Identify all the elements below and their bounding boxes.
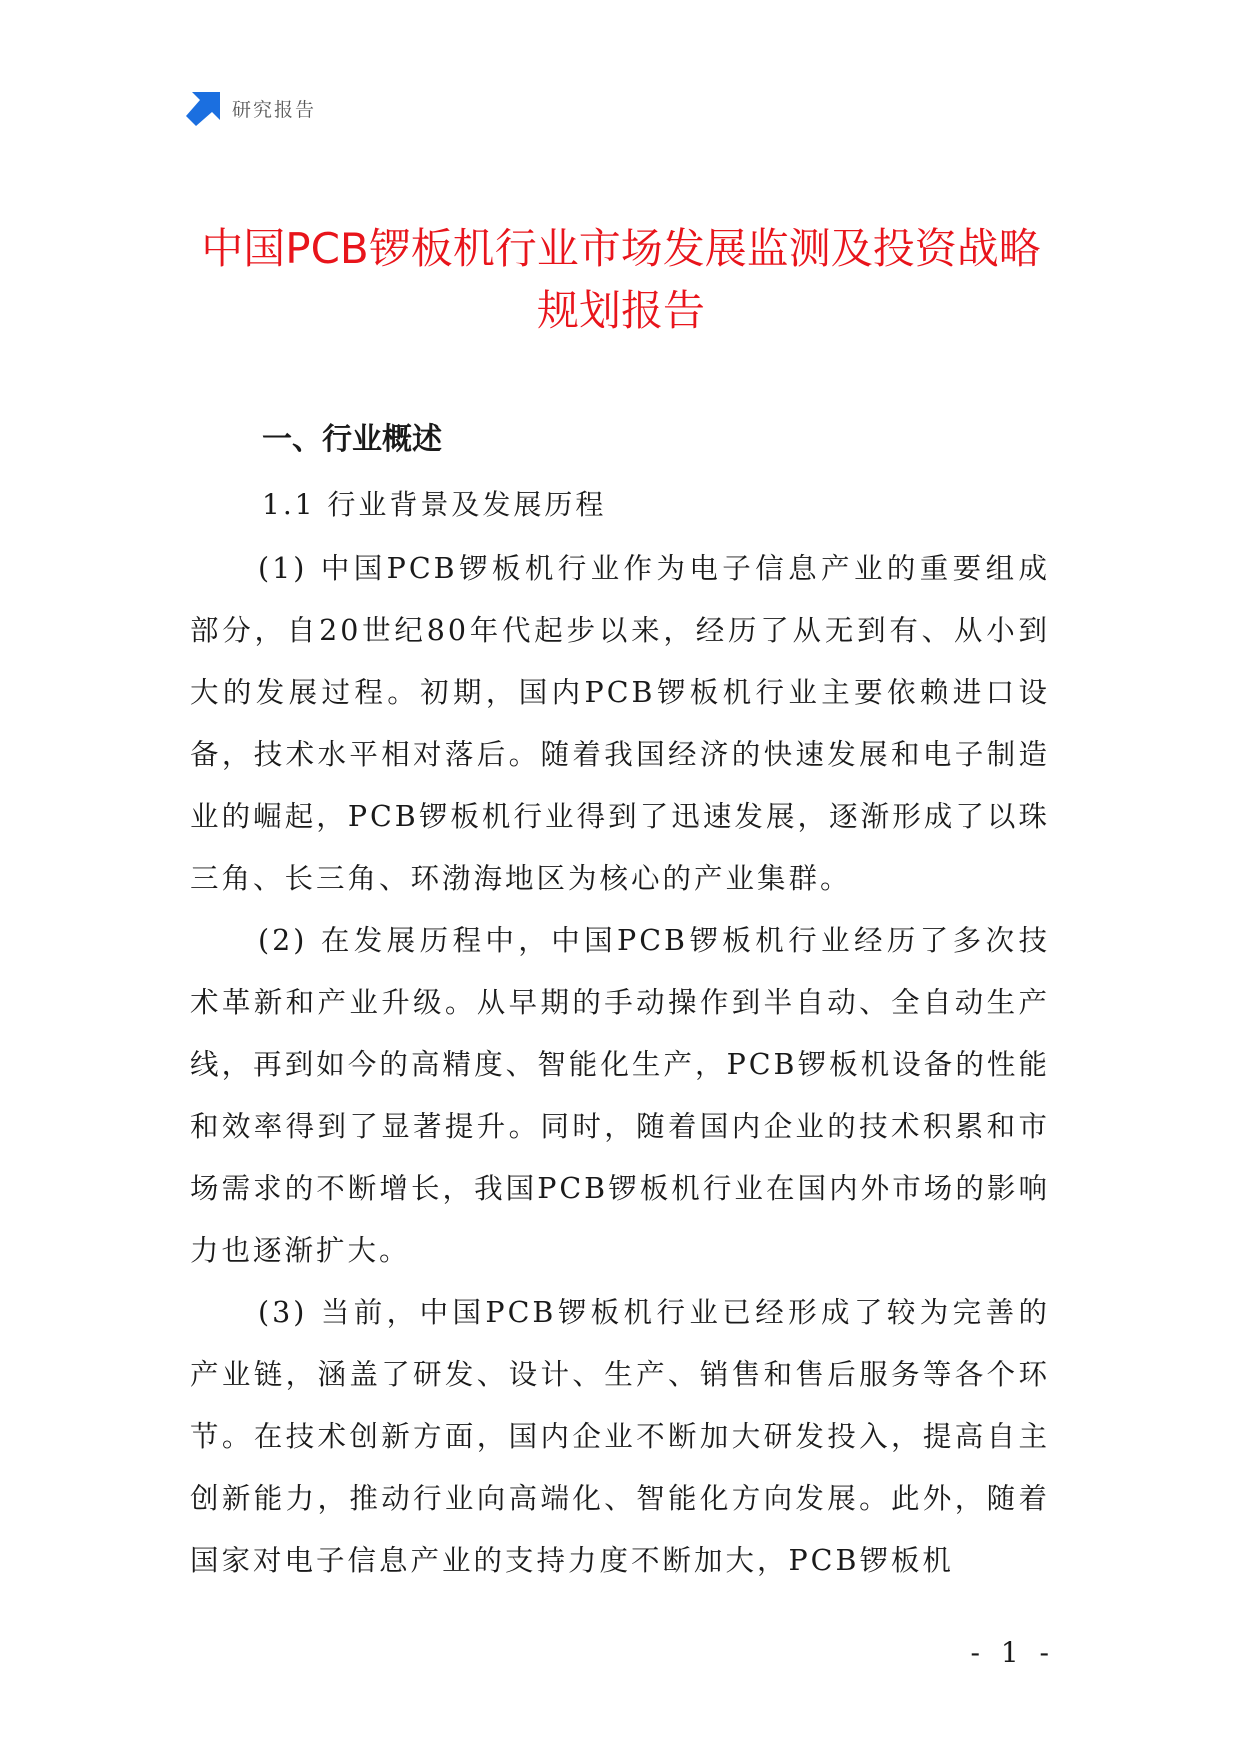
paragraph-2: (2) 在发展历程中，中国PCB锣板机行业经历了多次技术革新和产业升级。从早期的手动操作到半自动、全自动生产线，再到如今的高精度、智能化生产，PCB锣板机设备的性能和效率得到了显著提升。同时，随着国内企业的技术积累和市场需求的不断增长，我国PCB锣板机行业在国内外市场的影响力也逐渐扩大。 bbox=[190, 924, 1050, 1267]
header-label: 研究报告 bbox=[232, 98, 317, 121]
report-header bbox=[186, 90, 316, 126]
section-heading: 一、行业概述 bbox=[262, 422, 442, 457]
paragraph-1: (1) 中国PCB锣板机行业作为电子信息产业的重要组成部分，自20世纪80年代起步以来，经历了从无到有、从小到大的发展过程。初期，国内PCB锣板机行业主要依赖进口设备，技术水平相对落后。随着我国经济的快速发展和电子制造业的崛起，PCB锣板机行业得到了迅速发展，逐渐形成了以珠三角、长三角、环渤海地区为核心的产业集群。 bbox=[190, 552, 1050, 895]
subsection-heading: 1.1 行业背景及发展历程 bbox=[262, 488, 607, 521]
report-title: 中国PCB锣板机行业市场发展监测及投资战略规划报告 bbox=[201, 224, 1041, 335]
page-number: - 1 - bbox=[970, 1636, 1055, 1669]
arrow-up-right-icon bbox=[186, 90, 222, 126]
body-text bbox=[190, 538, 1050, 1592]
paragraph-3: (3) 当前，中国PCB锣板机行业已经形成了较为完善的产业链，涵盖了研发、设计、生产、销售和售后服务等各个环节。在技术创新方面，国内企业不断加大研发投入，提高自主创新能力，推动行业向高端化、智能化方向发展。此外，随着国家对电子信息产业的支持力度不断加大，PCB锣板机 bbox=[190, 1296, 1050, 1577]
